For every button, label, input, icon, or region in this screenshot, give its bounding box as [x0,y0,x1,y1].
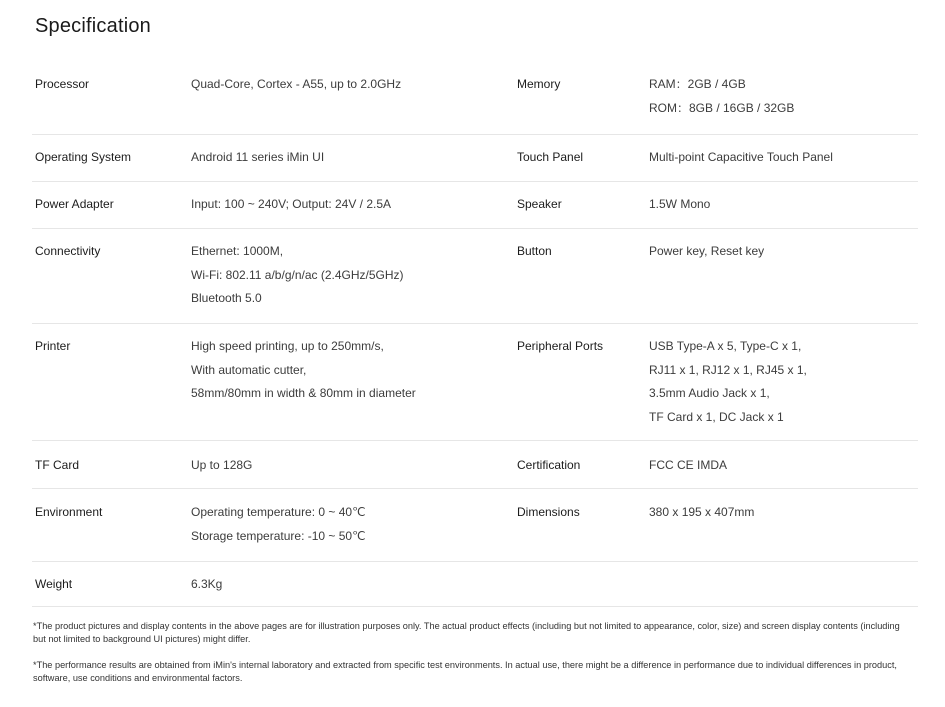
spec-label: Dimensions [517,505,580,519]
spec-value [649,454,727,478]
spec-value-line: Wi-Fi: 802.11 a/b/g/n/ac (2.4GHz/5GHz) [191,267,404,282]
spec-value-line: 58mm/80mm in width & 80mm in diameter [191,386,416,400]
table-row [32,489,918,562]
spec-value [191,501,366,548]
spec-value [191,146,324,170]
spec-value-line: High speed printing, up to 250mm/s, [191,339,384,353]
spec-value-line: Quad-Core, Cortex - A55, up to 2.0GHz [191,77,402,91]
spec-label: Weight [35,577,73,591]
spec-value-line: 6.3Kg [191,577,223,591]
spec-value [649,240,764,264]
spec-label: Connectivity [35,244,101,258]
spec-label: Button [517,244,552,258]
table-row [32,324,918,441]
spec-value [649,501,754,525]
spec-label: Certification [517,458,581,472]
spec-label: Memory [517,77,561,91]
spec-value-line: Bluetooth 5.0 [191,291,262,305]
spec-label: Processor [35,77,90,91]
table-row [32,62,918,135]
spec-value-line: USB Type-A x 5, Type-C x 1, [649,339,802,353]
spec-value [191,573,222,597]
spec-value-line: 3.5mm Audio Jack x 1, [649,386,770,400]
spec-value-line: Android 11 series iMin UI [191,150,325,164]
table-row [32,182,918,229]
spec-value-line: Ethernet: 1000M, [191,244,284,258]
spec-value [191,193,391,217]
spec-value-line: Multi-point Capacitive Touch Panel [649,150,833,164]
spec-value-line: ROM：8GB / 16GB / 32GB [649,100,795,115]
table-row [32,229,918,324]
spec-value-line: FCC CE IMDA [649,458,727,472]
footnote: *The performance results are obtained from iMin's internal laboratory and extracted from specific test environments. In actual use, there might be a difference in performance due to individual differences in product, software, use conditions and environmental factors. [33,660,897,683]
spec-value-line: Storage temperature: -10 ~ 50℃ [191,528,366,543]
footnotes [33,620,913,698]
spec-value [191,454,252,478]
spec-label: Power Adapter [35,197,114,211]
spec-label: Environment [35,505,103,519]
spec-label: Speaker [517,197,562,211]
spec-value-line: RJ11 x 1, RJ12 x 1, RJ45 x 1, [649,362,807,377]
footnote: *The product pictures and display contents in the above pages are for illustration purposes only. The actual product effects (including but not limited to appearance, color, size) and screen display contents (including but not limited to background UI pictures) might differ. [33,621,900,644]
spec-value-line: Operating temperature: 0 ~ 40℃ [191,505,366,519]
spec-value [191,73,401,97]
spec-value-line: Input: 100 ~ 240V; Output: 24V / 2.5A [191,197,392,211]
spec-value [191,335,416,406]
page-title: Specification [35,15,151,37]
spec-value-line: Power key, Reset key [649,244,765,258]
table-row [32,441,918,489]
spec-value-line: TF Card x 1, DC Jack x 1 [649,409,784,424]
spec-label: Touch Panel [517,150,584,164]
spec-value-line: RAM：2GB / 4GB [649,77,746,91]
spec-value-line: 1.5W Mono [649,197,711,211]
table-row [32,562,918,607]
spec-label: TF Card [35,458,80,472]
spec-value [649,73,794,120]
spec-value [649,146,833,170]
spec-value [649,193,710,217]
spec-value-line: Up to 128G [191,458,253,472]
spec-table [32,62,918,607]
spec-value [191,240,404,311]
table-row [32,135,918,182]
spec-value [649,335,807,429]
spec-value-line: With automatic cutter, [191,362,307,377]
spec-value-line: 380 x 195 x 407mm [649,505,755,519]
spec-label: Printer [35,339,71,353]
spec-label: Operating System [35,150,132,164]
spec-label: Peripheral Ports [517,339,604,353]
